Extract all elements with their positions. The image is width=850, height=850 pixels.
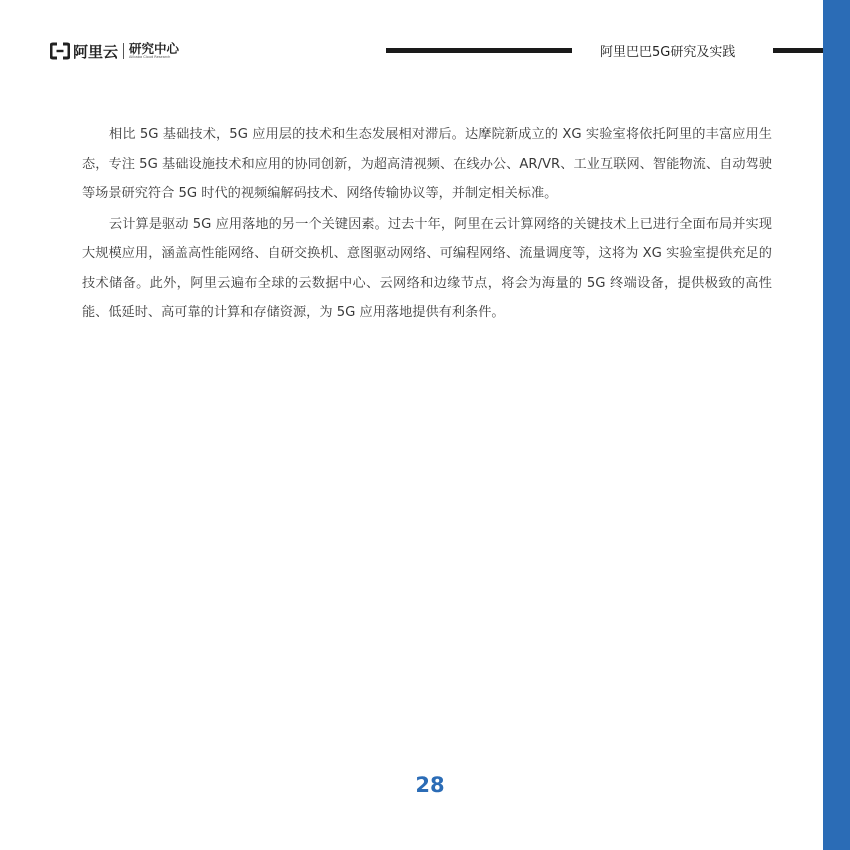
paragraph-2: 云计算是驱动 5G 应用落地的另一个关键因素。过去十年，阿里在云计算网络的关键技术上已进行全面布局并实现大规模应用，涵盖高性能网络、自研交换机、意图驱动网络、可编程网络、流量调度等，这将为 XG 实验室提供充足的技术储备。此外，阿里云遍布全球的云数据中心、云网络和边缘节点，将会为海量的 5G 终端设备，提供极致的高性能、低延时、高可靠的计算和存储资源，为 5G 应用落地提供有利条件。 xyxy=(82,216,772,320)
alibaba-cloud-logo-icon xyxy=(50,42,70,60)
logo-subtitle xyxy=(129,40,180,60)
header-rule-left xyxy=(386,48,572,53)
logo-subtitle-cn: 研究中心 xyxy=(129,40,180,56)
logo-wordmark: 阿里云 xyxy=(73,42,119,61)
header-rule-right xyxy=(773,48,823,53)
alibaba-cloud-research-logo xyxy=(50,40,179,62)
logo-subtitle-en: Alibaba Cloud Research xyxy=(129,55,171,59)
page-header xyxy=(0,0,823,100)
paragraph-1: 相比 5G 基础技术，5G 应用层的技术和生态发展相对滞后。达摩院新成立的 XG 实验室将依托阿里的丰富应用生态，专注 5G 基础设施技术和应用的协同创新，为超高清视频、在线办公、AR/VR、工业互联网、智能物流、自动驾驶等场景研究符合 5G 时代的视频编解码技术、网络传输协议等，并制定相关标准。 xyxy=(82,127,772,201)
right-accent-band xyxy=(823,0,850,850)
body-text xyxy=(82,120,772,328)
page-number: 28 xyxy=(415,773,445,797)
logo-divider xyxy=(123,43,124,59)
header-title: 阿里巴巴5G研究及实践 xyxy=(600,45,736,60)
